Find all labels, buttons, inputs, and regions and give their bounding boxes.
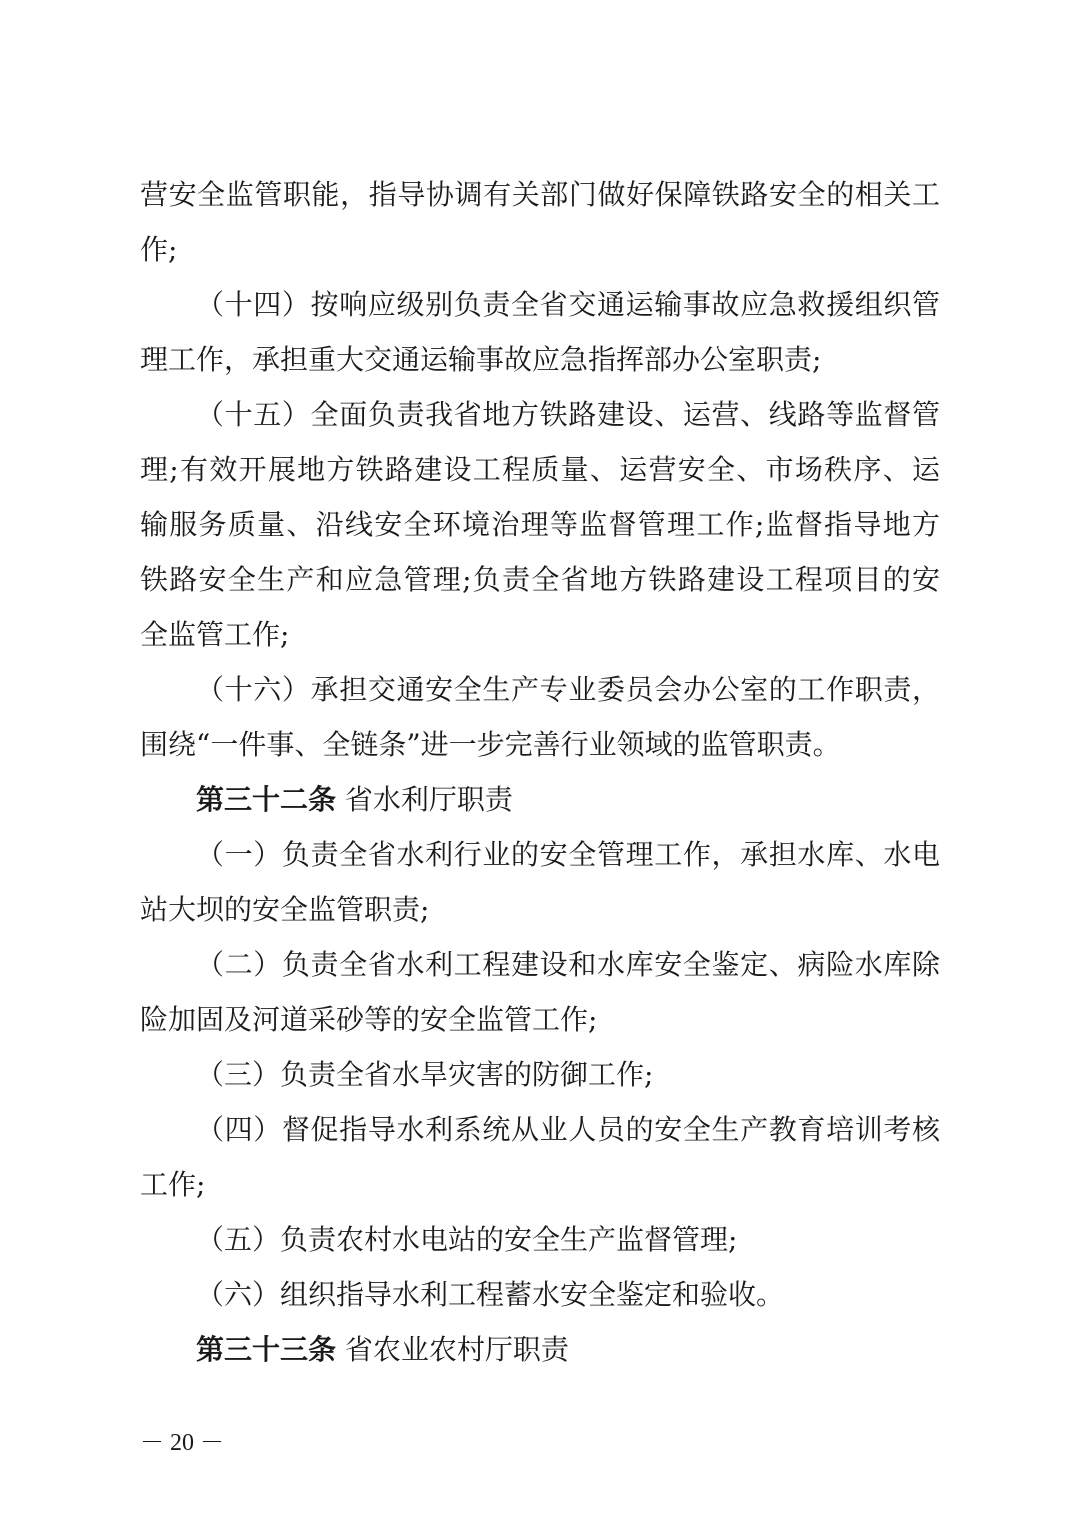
list-item: 险加固及河道采砂等的安全监管工作; <box>140 1003 598 1036</box>
paragraph-line: 铁路安全生产和应急管理;负责全省地方铁路建设工程项目的安 <box>140 563 940 596</box>
list-item: 站大坝的安全监管职责; <box>140 893 430 926</box>
list-item: （一）负责全省水利行业的安全管理工作，承担水库、水电 <box>196 838 940 871</box>
list-item: （六）组织指导水利工程蓄水安全鉴定和验收。 <box>196 1278 785 1311</box>
article-title: 省水利厅职责 <box>344 783 513 816</box>
article-heading <box>196 780 940 820</box>
paragraph-line: 输服务质量、沿线安全环境治理等监督管理工作;监督指导地方 <box>140 508 940 541</box>
article-title: 省农业农村厅职责 <box>344 1333 569 1366</box>
paragraph-line: （十六）承担交通安全生产专业委员会办公室的工作职责， <box>196 673 940 706</box>
article-heading <box>196 1330 940 1370</box>
list-item: 工作; <box>140 1168 206 1201</box>
list-item: （四）督促指导水利系统从业人员的安全生产教育培训考核 <box>196 1113 940 1146</box>
paragraph-line: （十四）按响应级别负责全省交通运输事故应急救援组织管 <box>196 288 940 321</box>
paragraph-line: 作; <box>140 233 178 266</box>
article-number: 第三十三条 <box>196 1333 337 1366</box>
article-number: 第三十二条 <box>196 783 337 816</box>
paragraph-line: 全监管工作; <box>140 618 290 651</box>
paragraph-line: （十五）全面负责我省地方铁路建设、运营、线路等监督管 <box>196 398 940 431</box>
paragraph-line: 围绕“一件事、全链条”进一步完善行业领域的监管职责。 <box>140 728 841 761</box>
paragraph-line: 营安全监管职能，指导协调有关部门做好保障铁路安全的相关工 <box>140 178 940 211</box>
list-item: （二）负责全省水利工程建设和水库安全鉴定、病险水库除 <box>196 948 940 981</box>
paragraph-line: 理工作，承担重大交通运输事故应急指挥部办公室职责; <box>140 343 822 376</box>
page-number: － 20 － <box>140 1430 224 1456</box>
list-item: （三）负责全省水旱灾害的防御工作; <box>196 1058 654 1091</box>
paragraph-line: 理;有效开展地方铁路建设工程质量、运营安全、市场秩序、运 <box>140 453 940 486</box>
list-item: （五）负责农村水电站的安全生产监督管理; <box>196 1223 738 1256</box>
